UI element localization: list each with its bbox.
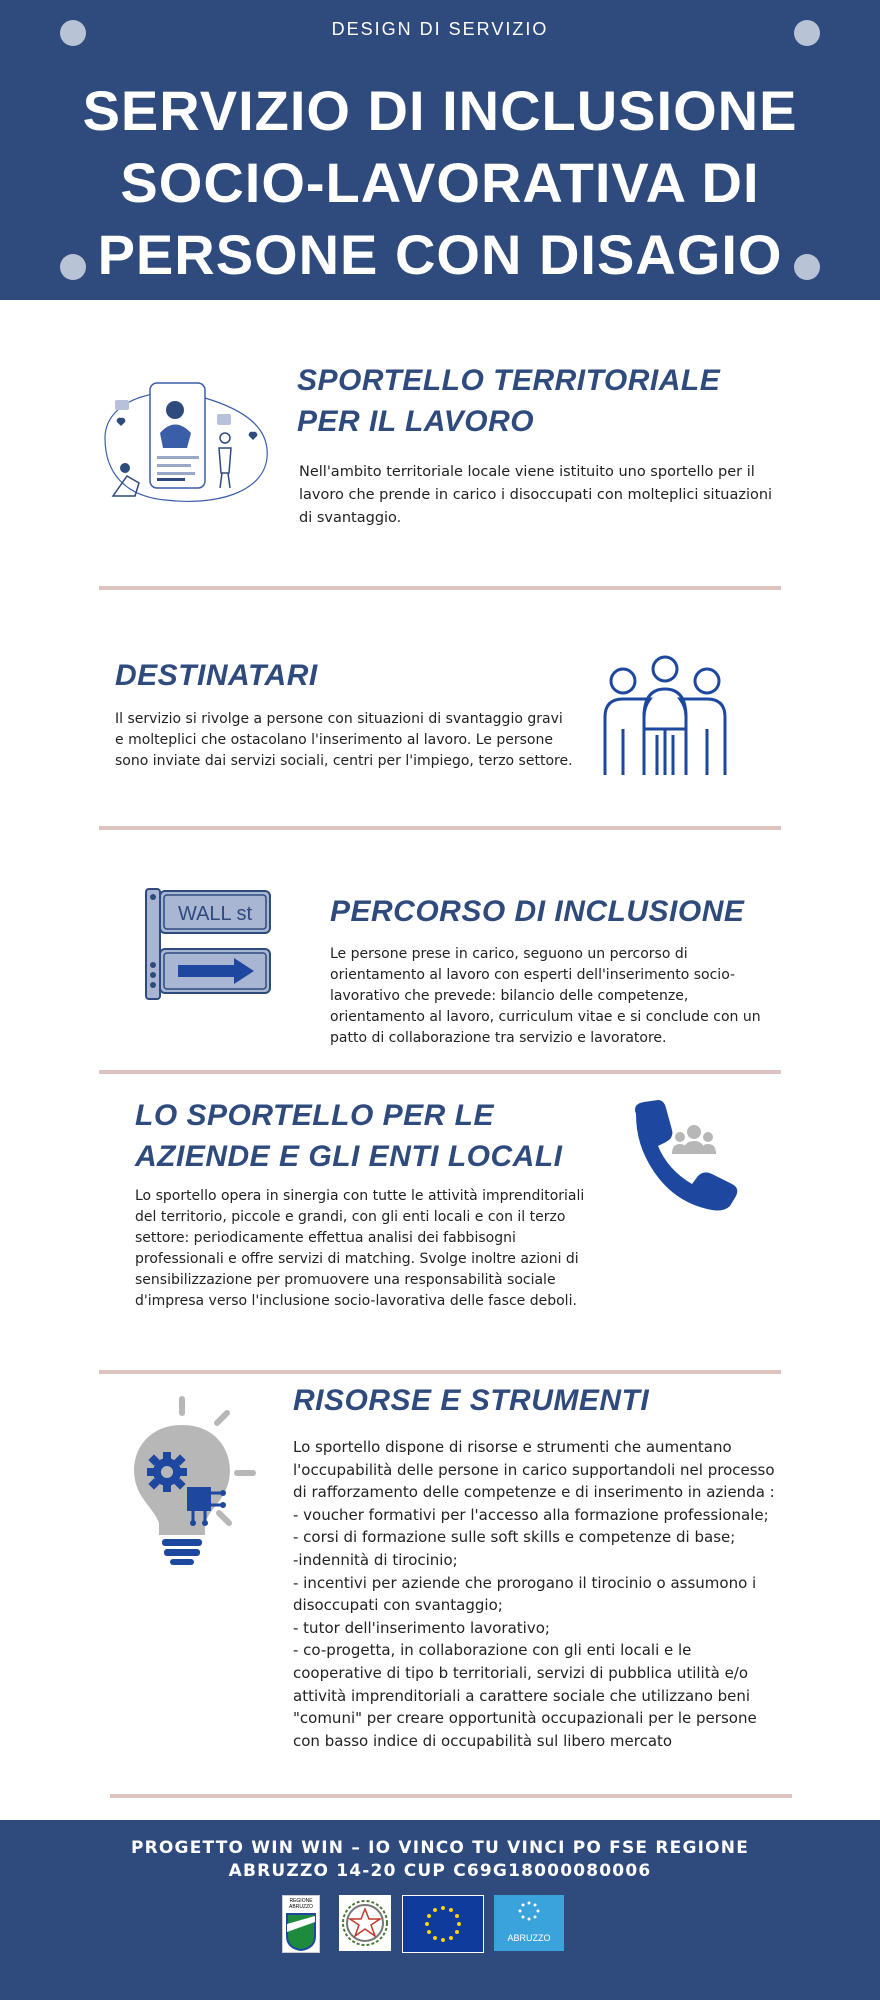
lightbulb-gear-icon: [125, 1395, 265, 1570]
section-text: Lo sportello dispone di risorse e strumenti che aumentano l'occupabilità delle persone in carico supportandoli nel processo di rafforzamento delle competenze e di inserimento in azienda : - voucher formativi per l'accesso alla formazione professionale; - corsi di formazione sulle soft skills e competenze di base; -indennità di tirocinio; - incentivi per aziende che prorogano il tirocinio o assumono i disoccupati con svantaggio; - tutor dell'inserimento lavorativo; - co-progetta, in collaborazione con gli enti locali e le cooperative di tipo b territoriali, servizi di pubblica utilità e/o attività imprenditoriali a carattere sociale che utilizzano beni "comuni" per creare opportunità occupazionali per le persone con basso indice di occupabilità sul libero mercato: [293, 1438, 775, 1750]
header-banner: [0, 0, 880, 300]
section-text: Nell'ambito territoriale locale viene istituito uno sportello per il lavoro che prende in carico i disoccupati con molteplici situazioni di svantaggio.: [299, 464, 773, 526]
regione-abruzzo-logo: REGIONE ABRUZZO: [282, 1895, 320, 1953]
group-people-icon: [600, 655, 730, 777]
footer-title: PROGETTO WIN WIN – IO VINCO TU VINCI PO FSE REGIONE ABRUZZO 14-20 CUP C69G18000080006: [130, 1838, 750, 1881]
eu-flag-logo: [402, 1895, 484, 1953]
footer: [0, 1820, 880, 2000]
section-text: Lo sportello opera in sinergia con tutte le attività imprenditoriali del territorio, piccole e grandi, con gli enti locali e con il terzo settore: periodicamente effettua analisi dei fabbisogni professionali e offre servizi di matching. Svolge inoltre azioni di sensibilizzazione per promuovere una responsabilità sociale d'impresa verso l'inclusione socio-lavorativa delle fasce deboli.: [135, 1188, 585, 1309]
section-title: SPORTELLO TERRITORIALE PER IL LAVORO: [297, 364, 721, 438]
section-divider: [99, 586, 781, 590]
fse-abruzzo-logo: ABRUZZO: [494, 1895, 564, 1951]
header-kicker: DESIGN DI SERVIZIO: [331, 19, 549, 39]
section-title: PERCORSO DI INCLUSIONE: [330, 895, 745, 928]
section-divider: [99, 826, 781, 830]
phone-icon: [628, 1100, 740, 1212]
section-divider: [99, 1370, 781, 1374]
sign-label: WALL st: [177, 903, 253, 925]
section-title: DESTINATARI: [115, 659, 318, 692]
section-text: Il servizio si rivolge a persone con situazioni di svantaggio gravi e molteplici che ostacolano l'inserimento al lavoro. Le persone sono inviate dai servizi sociali, centri per l'impiego, terzo settore.: [115, 711, 573, 769]
section-text: Le persone prese in carico, seguono un percorso di orientamento al lavoro con esperti dell'inserimento socio-lavorativo che prevede: bilancio delle competenze, orientamento al lavoro, curriculum vitae e si conclude con un patto di collaborazione tra servizio e lavoratore.: [330, 946, 761, 1046]
section-title: LO SPORTELLO PER LE AZIENDE E GLI ENTI LOCALI: [135, 1099, 563, 1173]
page-title: SERVIZIO DI INCLUSIONE SOCIO-LAVORATIVA DI PERSONE CON DISAGIO: [82, 79, 798, 286]
street-sign-icon: [142, 885, 274, 1003]
social-media-people-illustration: [95, 378, 275, 508]
repubblica-italiana-emblem: [339, 1895, 391, 1951]
section-title: RISORSE E STRUMENTI: [293, 1384, 650, 1417]
section-divider: [110, 1794, 792, 1798]
section-divider: [99, 1070, 781, 1074]
